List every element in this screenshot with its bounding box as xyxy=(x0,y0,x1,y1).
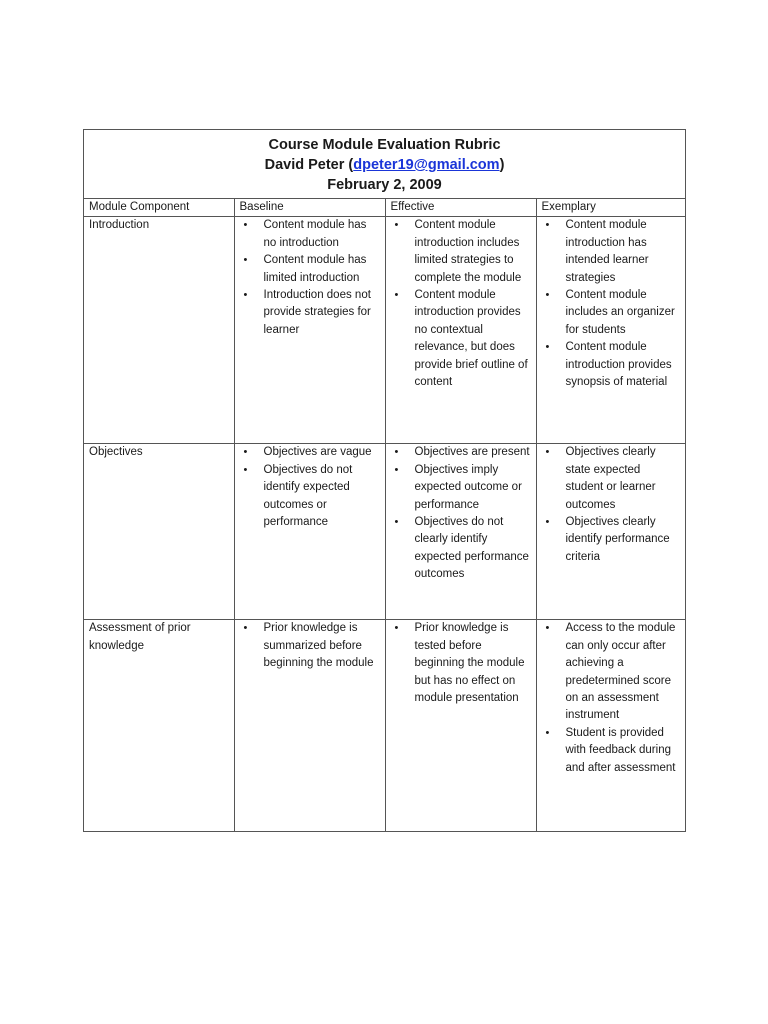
rubric-table xyxy=(83,129,686,832)
list-item: • Content module includes an organizer for students xyxy=(566,287,682,339)
effective-cell xyxy=(385,444,536,620)
list-item: • Content module has limited introduction xyxy=(264,252,381,287)
criteria-list xyxy=(542,217,682,391)
list-item: • Objectives do not clearly identify expected performance outcomes xyxy=(415,514,532,584)
rubric-date: February 2, 2009 xyxy=(327,177,442,193)
column-header-row xyxy=(84,199,685,217)
baseline-cell xyxy=(234,620,385,831)
exemplary-cell xyxy=(536,620,685,831)
baseline-cell xyxy=(234,217,385,444)
table-row-assessment xyxy=(84,620,685,831)
column-header-exemplary: Exemplary xyxy=(536,199,685,217)
list-item: • Student is provided with feedback during and after assessment xyxy=(566,725,682,777)
list-item: • Content module has no introduction xyxy=(264,217,381,252)
column-header-baseline: Baseline xyxy=(234,199,385,217)
list-item: • Prior knowledge is summarized before beginning the module xyxy=(264,620,381,672)
component-cell: Introduction xyxy=(84,217,234,444)
rubric-grid xyxy=(84,199,685,831)
component-cell: Assessment of prior knowledge xyxy=(84,620,234,831)
list-item: • Objectives are vague xyxy=(264,444,381,461)
list-item: • Content module introduction includes limited strategies to complete the module xyxy=(415,217,532,287)
column-header-component: Module Component xyxy=(84,199,234,217)
list-item: • Prior knowledge is tested before beginning the module but has no effect on module presentation xyxy=(415,620,532,707)
author-open-paren: ( xyxy=(348,157,354,173)
list-item: • Content module introduction provides synopsis of material xyxy=(566,339,682,391)
author-email-link[interactable]: dpeter19@gmail.com xyxy=(353,157,500,173)
rubric-author xyxy=(84,155,685,175)
criteria-list xyxy=(391,620,532,707)
criteria-list xyxy=(240,217,381,339)
list-item: • Objectives are present xyxy=(415,444,532,461)
exemplary-cell xyxy=(536,444,685,620)
rubric-header xyxy=(84,130,685,199)
criteria-list xyxy=(391,217,532,391)
list-item: • Objectives clearly identify performance criteria xyxy=(566,514,682,566)
criteria-list xyxy=(240,444,381,531)
author-close-paren: ) xyxy=(499,157,505,173)
list-item: • Objectives imply expected outcome or performance xyxy=(415,462,532,514)
list-item: • Objectives do not identify expected outcomes or performance xyxy=(264,462,381,532)
component-cell: Objectives xyxy=(84,444,234,620)
table-row-objectives xyxy=(84,444,685,620)
criteria-list xyxy=(391,444,532,583)
table-row-introduction xyxy=(84,217,685,444)
list-item: • Introduction does not provide strategies for learner xyxy=(264,287,381,339)
list-item: • Objectives clearly state expected student or learner outcomes xyxy=(566,444,682,514)
exemplary-cell xyxy=(536,217,685,444)
baseline-cell xyxy=(234,444,385,620)
column-header-effective: Effective xyxy=(385,199,536,217)
criteria-list xyxy=(240,620,381,672)
criteria-list xyxy=(542,444,682,566)
effective-cell xyxy=(385,620,536,831)
list-item: • Content module introduction has intended learner strategies xyxy=(566,217,682,287)
author-name: David Peter xyxy=(264,157,345,173)
list-item: • Access to the module can only occur after achieving a predetermined score on an assessment instrument xyxy=(566,620,682,724)
rubric-title: Course Module Evaluation Rubric xyxy=(268,137,501,153)
effective-cell xyxy=(385,217,536,444)
list-item: • Content module introduction provides no contextual relevance, but does provide brief outline of content xyxy=(415,287,532,391)
criteria-list xyxy=(542,620,682,777)
